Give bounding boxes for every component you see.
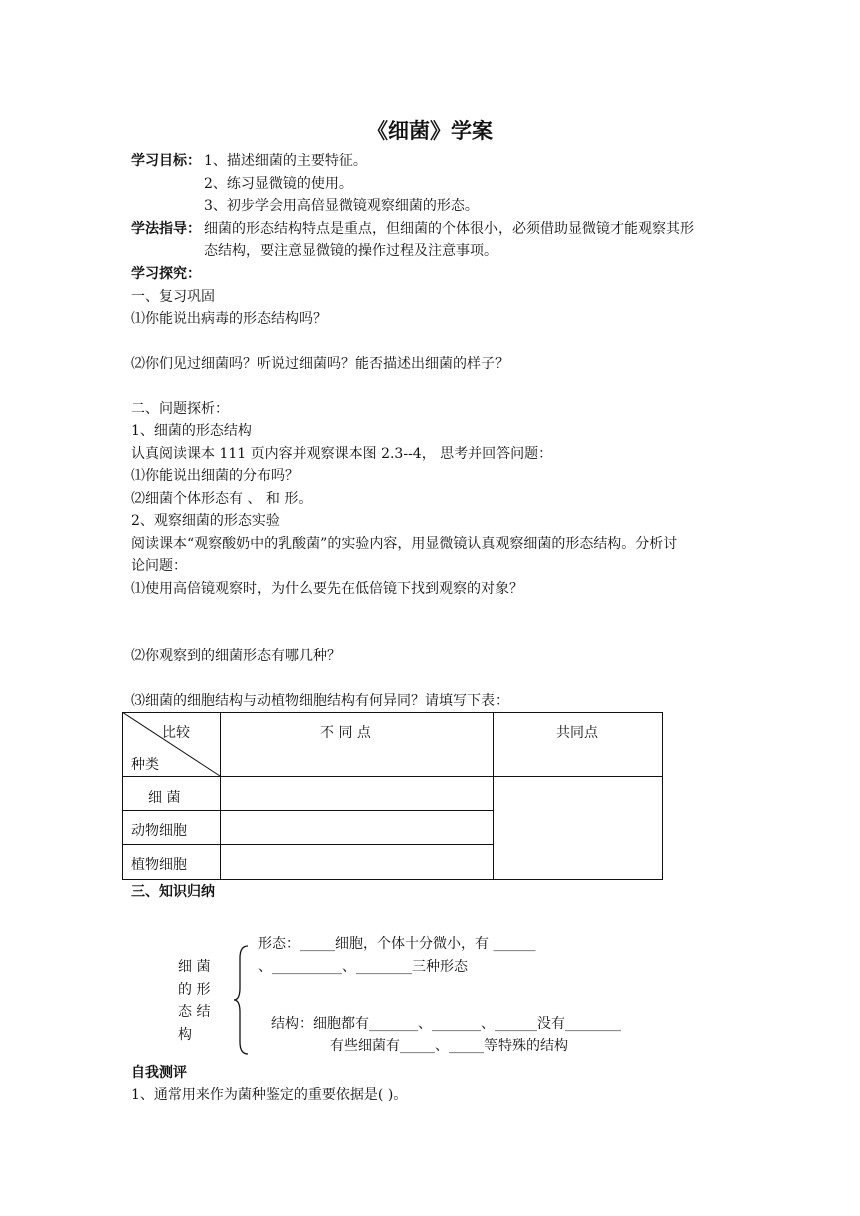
guidance-label: 学法指导： <box>131 221 201 237</box>
header-compare: 比较 <box>162 725 190 741</box>
row-label-bacteria: 细 菌 <box>148 790 181 806</box>
curly-brace <box>232 944 252 1056</box>
structure-line: 结构：细胞都有_______、_______、______没有________ <box>271 1016 621 1032</box>
structure-line: 有些细菌有_____、_____等特殊的结构 <box>330 1038 568 1054</box>
header-category: 种类 <box>131 757 159 773</box>
guidance-text: 细菌的形态结构特点是重点，但细菌的个体很小，必须借助显微镜才能观察其形 <box>204 221 694 237</box>
question: ⑴你能说出病毒的形态结构吗？ <box>131 311 327 327</box>
self-test-heading: 自我测评 <box>131 1065 187 1081</box>
header-common: 共同点 <box>556 725 598 741</box>
section-heading: 三、知识归纳 <box>131 884 215 900</box>
instruction-text: 论问题： <box>131 558 187 574</box>
objective-item: 3、初步学会用高倍显微镜观察细菌的形态。 <box>204 198 479 214</box>
subsection-heading: 2、观察细菌的形态实验 <box>131 513 280 529</box>
question: ⑵你们见过细菌吗？听说过细菌吗？能否描述出细菌的样子？ <box>131 356 509 372</box>
instruction-text: 阅读课本“观察酸奶中的乳酸菌”的实验内容，用显微镜认真观察细菌的形态结构。分析讨 <box>131 536 678 552</box>
question: 1、通常用来作为菌种鉴定的重要依据是( )。 <box>131 1087 408 1103</box>
summary-side-label: 态 结 <box>178 1004 211 1020</box>
summary-side-label: 细 菌 <box>178 959 211 975</box>
question: ⑵细菌个体形态有 、 和 形。 <box>131 491 313 507</box>
explore-label: 学习探究： <box>131 266 201 282</box>
section-heading: 一、复习巩固 <box>131 289 215 305</box>
question: ⑶细菌的细胞结构与动植物细胞结构有何异同？请填写下表： <box>131 693 509 709</box>
form-line: 、__________、________三种形态 <box>258 959 468 975</box>
row-label-plant-cell: 植物细胞 <box>131 857 187 873</box>
subsection-heading: 1、细菌的形态结构 <box>131 423 252 439</box>
page-title: 《细菌》学案 <box>367 119 493 143</box>
question: ⑴使用高倍镜观察时，为什么要先在低倍镜下找到观察的对象？ <box>131 581 523 597</box>
guidance-text: 态结构，要注意显微镜的操作过程及注意事项。 <box>204 243 498 259</box>
summary-side-label: 构 <box>178 1027 192 1043</box>
section-heading: 二、问题探析： <box>131 401 229 417</box>
header-difference: 不 同 点 <box>320 725 371 741</box>
summary-side-label: 的 形 <box>178 982 211 998</box>
question: ⑵你观察到的细菌形态有哪几种？ <box>131 648 341 664</box>
comparison-table <box>122 712 663 880</box>
instruction-text: 认真阅读课本 111 页内容并观察课本图 2.3--4， 思考并回答问题： <box>131 446 553 462</box>
objective-item: 1、描述细菌的主要特征。 <box>204 153 367 169</box>
question: ⑴你能说出细菌的分布吗？ <box>131 468 299 484</box>
objectives-label: 学习目标： <box>131 153 201 169</box>
row-label-animal-cell: 动物细胞 <box>131 823 187 839</box>
form-line: 形态：_____细胞，个体十分微小，有 ______ <box>258 936 536 952</box>
objective-item: 2、练习显微镜的使用。 <box>204 176 353 192</box>
